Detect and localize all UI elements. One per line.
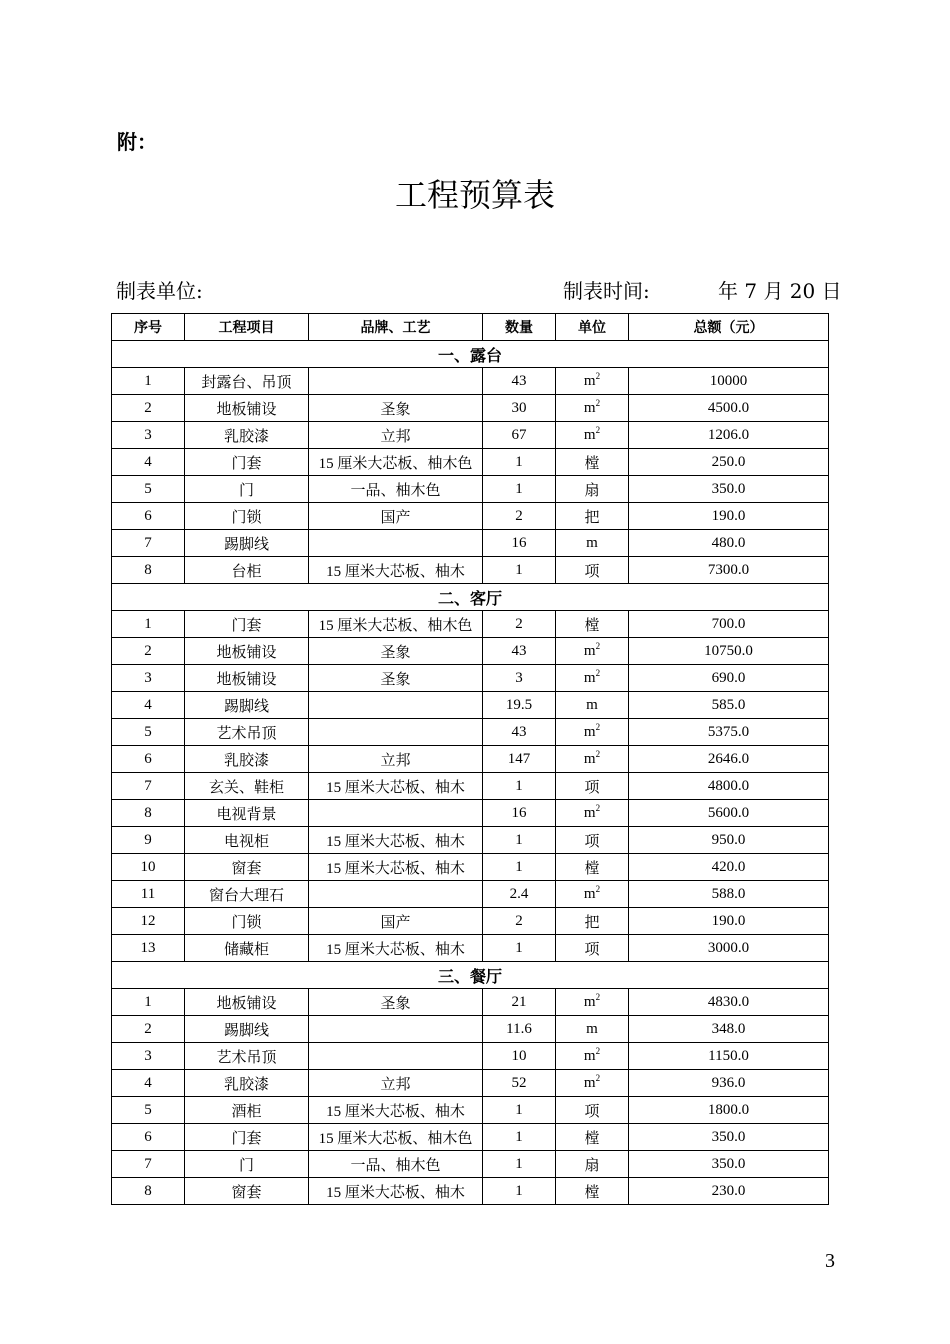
cell-number: 6 [112,746,185,773]
unit-text: m [583,1074,596,1091]
cell-item: 封露台、吊顶 [185,368,309,395]
cell-quantity: 16 [483,800,556,827]
cell-number: 3 [112,665,185,692]
table-row [112,395,829,422]
cell-amount: 480.0 [629,530,829,557]
cell-number: 1 [112,611,185,638]
cell-amount: 350.0 [629,1124,829,1151]
table-row [112,1043,829,1070]
unit-exponent: 2 [595,640,601,651]
table-row [112,1097,829,1124]
cell-quantity: 43 [483,719,556,746]
cell-amount: 3000.0 [629,935,829,962]
cell-unit [556,611,629,638]
cell-number: 8 [112,800,185,827]
unit-text: m [583,1047,596,1064]
section-title: 三、餐厅 [112,962,829,989]
cell-number: 12 [112,908,185,935]
unit-text: 樘 [584,1184,600,1201]
cell-brand: 圣象 [309,395,483,422]
cell-number: 8 [112,1178,185,1205]
table-row [112,1124,829,1151]
column-header-amount: 总额（元） [629,314,829,341]
cell-unit [556,692,629,719]
cell-unit [556,1097,629,1124]
cell-quantity: 52 [483,1070,556,1097]
unit-exponent: 2 [595,1045,601,1056]
column-header-unit: 单位 [556,314,629,341]
cell-brand: 一品、柚木色 [309,1151,483,1178]
unit-text: m [586,1020,598,1037]
cell-unit [556,935,629,962]
table-body [112,341,829,1205]
table-row [112,1178,829,1205]
cell-number: 1 [112,989,185,1016]
cell-number: 3 [112,1043,185,1070]
cell-quantity: 2.4 [483,881,556,908]
unit-exponent: 2 [595,370,601,381]
cell-unit [556,368,629,395]
cell-item: 踢脚线 [185,530,309,557]
cell-brand: 15 厘米大芯板、柚木 [309,773,483,800]
table-row [112,503,829,530]
section-row [112,341,829,368]
cell-brand: 15 厘米大芯板、柚木 [309,557,483,584]
cell-amount: 420.0 [629,854,829,881]
cell-unit [556,1070,629,1097]
table-row [112,989,829,1016]
unit-text: m [583,885,596,902]
cell-brand [309,530,483,557]
cell-amount: 10750.0 [629,638,829,665]
cell-quantity: 1 [483,854,556,881]
cell-item: 乳胶漆 [185,422,309,449]
cell-amount: 4500.0 [629,395,829,422]
unit-text: 项 [584,779,600,796]
cell-number: 2 [112,638,185,665]
table-row [112,800,829,827]
table-row [112,854,829,881]
cell-number: 5 [112,476,185,503]
cell-quantity: 1 [483,773,556,800]
cell-amount: 5600.0 [629,800,829,827]
cell-number: 6 [112,1124,185,1151]
cell-quantity: 10 [483,1043,556,1070]
cell-unit [556,800,629,827]
cell-quantity: 67 [483,422,556,449]
cell-number: 4 [112,449,185,476]
cell-item: 乳胶漆 [185,1070,309,1097]
unit-text: m [586,534,598,551]
cell-amount: 4800.0 [629,773,829,800]
cell-amount: 690.0 [629,665,829,692]
cell-unit [556,422,629,449]
cell-brand [309,1043,483,1070]
cell-unit [556,449,629,476]
cell-item: 门 [185,476,309,503]
cell-number: 13 [112,935,185,962]
cell-brand: 15 厘米大芯板、柚木 [309,1097,483,1124]
unit-text: m [583,993,596,1010]
unit-text: 项 [584,563,600,580]
cell-unit [556,557,629,584]
cell-unit [556,773,629,800]
cell-amount: 2646.0 [629,746,829,773]
unit-text: m [583,372,596,389]
cell-unit [556,881,629,908]
cell-item: 门 [185,1151,309,1178]
cell-unit [556,1178,629,1205]
cell-quantity: 1 [483,1178,556,1205]
cell-item: 门锁 [185,503,309,530]
cell-amount: 1150.0 [629,1043,829,1070]
cell-brand: 圣象 [309,638,483,665]
cell-quantity: 1 [483,1151,556,1178]
table-row [112,773,829,800]
unit-text: 把 [584,509,600,526]
unit-text: 樘 [584,1130,600,1147]
cell-item: 地板铺设 [185,638,309,665]
column-header-quantity: 数量 [483,314,556,341]
cell-item: 门套 [185,611,309,638]
unit-exponent: 2 [595,748,601,759]
unit-text: 扇 [584,1157,600,1174]
cell-unit [556,827,629,854]
cell-number: 11 [112,881,185,908]
unit-text: m [586,696,598,713]
cell-amount: 10000 [629,368,829,395]
table-row [112,422,829,449]
cell-quantity: 147 [483,746,556,773]
cell-brand: 15 厘米大芯板、柚木色 [309,449,483,476]
cell-item: 门锁 [185,908,309,935]
unit-text: 项 [584,833,600,850]
cell-brand: 国产 [309,503,483,530]
section-title: 一、露台 [112,341,829,368]
table-row [112,1016,829,1043]
cell-unit [556,1043,629,1070]
cell-brand [309,692,483,719]
cell-number: 7 [112,773,185,800]
table-row [112,827,829,854]
cell-unit [556,503,629,530]
cell-unit [556,665,629,692]
section-title: 二、客厅 [112,584,829,611]
cell-item: 地板铺设 [185,665,309,692]
cell-item: 酒柜 [185,1097,309,1124]
cell-amount: 950.0 [629,827,829,854]
cell-quantity: 1 [483,935,556,962]
cell-item: 电视背景 [185,800,309,827]
table-row [112,611,829,638]
cell-quantity: 43 [483,368,556,395]
cell-brand: 15 厘米大芯板、柚木 [309,1178,483,1205]
unit-exponent: 2 [595,802,601,813]
cell-amount: 7300.0 [629,557,829,584]
unit-exponent: 2 [595,883,601,894]
cell-amount: 700.0 [629,611,829,638]
cell-quantity: 11.6 [483,1016,556,1043]
cell-amount: 350.0 [629,476,829,503]
cell-unit [556,638,629,665]
table-row [112,692,829,719]
unit-text: m [583,642,596,659]
cell-quantity: 1 [483,476,556,503]
table-row [112,935,829,962]
cell-quantity: 43 [483,638,556,665]
cell-number: 3 [112,422,185,449]
budget-table [111,313,829,1205]
table-row [112,746,829,773]
cell-unit [556,908,629,935]
unit-exponent: 2 [595,721,601,732]
cell-number: 1 [112,368,185,395]
cell-amount: 350.0 [629,1151,829,1178]
cell-brand: 15 厘米大芯板、柚木色 [309,1124,483,1151]
cell-item: 电视柜 [185,827,309,854]
cell-item: 窗套 [185,1178,309,1205]
unit-text: 樘 [584,617,600,634]
table-row [112,665,829,692]
cell-brand: 圣象 [309,665,483,692]
cell-amount: 4830.0 [629,989,829,1016]
cell-item: 门套 [185,449,309,476]
cell-brand: 国产 [309,908,483,935]
cell-brand: 圣象 [309,989,483,1016]
table-row [112,908,829,935]
cell-amount: 5375.0 [629,719,829,746]
unit-text: m [583,804,596,821]
table-row [112,1151,829,1178]
cell-number: 2 [112,1016,185,1043]
section-row [112,584,829,611]
cell-amount: 1206.0 [629,422,829,449]
cell-item: 艺术吊顶 [185,719,309,746]
attachment-label: 附： [117,130,157,154]
cell-number: 5 [112,1097,185,1124]
cell-amount: 190.0 [629,908,829,935]
cell-item: 踢脚线 [185,1016,309,1043]
cell-brand: 立邦 [309,746,483,773]
cell-quantity: 21 [483,989,556,1016]
table-row [112,557,829,584]
cell-unit [556,1124,629,1151]
cell-amount: 588.0 [629,881,829,908]
unit-text: 项 [584,1103,600,1120]
cell-unit [556,476,629,503]
unit-text: m [583,750,596,767]
unit-exponent: 2 [595,667,601,678]
column-header-item: 工程项目 [185,314,309,341]
cell-number: 7 [112,530,185,557]
cell-brand [309,719,483,746]
cell-amount: 230.0 [629,1178,829,1205]
prepared-by-unit-label: 制表单位: [116,279,203,303]
cell-number: 4 [112,1070,185,1097]
cell-number: 4 [112,692,185,719]
cell-brand [309,1016,483,1043]
table-row [112,1070,829,1097]
cell-unit [556,395,629,422]
cell-unit [556,854,629,881]
cell-brand [309,881,483,908]
prepared-date: 年 7 月 20 日 [718,279,842,303]
cell-quantity: 2 [483,611,556,638]
cell-unit [556,1016,629,1043]
unit-exponent: 2 [595,424,601,435]
cell-item: 台柜 [185,557,309,584]
cell-brand: 15 厘米大芯板、柚木 [309,827,483,854]
cell-item: 地板铺设 [185,395,309,422]
unit-text: m [583,426,596,443]
cell-item: 玄关、鞋柜 [185,773,309,800]
cell-brand: 15 厘米大芯板、柚木 [309,854,483,881]
cell-item: 地板铺设 [185,989,309,1016]
cell-number: 6 [112,503,185,530]
cell-brand: 15 厘米大芯板、柚木色 [309,611,483,638]
cell-item: 窗台大理石 [185,881,309,908]
cell-amount: 936.0 [629,1070,829,1097]
unit-text: 樘 [584,455,600,472]
table-row [112,449,829,476]
table-header-row [112,314,829,341]
cell-unit [556,719,629,746]
cell-brand: 立邦 [309,1070,483,1097]
table-row [112,530,829,557]
cell-quantity: 1 [483,1097,556,1124]
page-number: 3 [825,1250,835,1272]
column-header-number: 序号 [112,314,185,341]
cell-quantity: 1 [483,1124,556,1151]
table-row [112,719,829,746]
cell-item: 踢脚线 [185,692,309,719]
unit-exponent: 2 [595,1072,601,1083]
cell-amount: 348.0 [629,1016,829,1043]
cell-number: 2 [112,395,185,422]
cell-quantity: 19.5 [483,692,556,719]
cell-item: 门套 [185,1124,309,1151]
unit-exponent: 2 [595,397,601,408]
cell-brand [309,368,483,395]
page-title: 工程预算表 [394,176,555,214]
table-row [112,638,829,665]
cell-quantity: 3 [483,665,556,692]
cell-number: 7 [112,1151,185,1178]
cell-unit [556,989,629,1016]
cell-number: 9 [112,827,185,854]
column-header-brand: 品牌、工艺 [309,314,483,341]
cell-brand: 立邦 [309,422,483,449]
cell-quantity: 16 [483,530,556,557]
table-row [112,476,829,503]
cell-quantity: 1 [483,827,556,854]
cell-amount: 250.0 [629,449,829,476]
cell-item: 艺术吊顶 [185,1043,309,1070]
prepared-time-label: 制表时间: [563,279,650,303]
unit-text: 把 [584,914,600,931]
cell-number: 8 [112,557,185,584]
unit-exponent: 2 [595,991,601,1002]
unit-text: 樘 [584,860,600,877]
cell-number: 10 [112,854,185,881]
cell-quantity: 2 [483,908,556,935]
cell-quantity: 1 [483,449,556,476]
cell-amount: 190.0 [629,503,829,530]
unit-text: m [583,669,596,686]
cell-unit [556,530,629,557]
unit-text: 项 [584,941,600,958]
cell-item: 窗套 [185,854,309,881]
cell-quantity: 1 [483,557,556,584]
unit-text: 扇 [584,482,600,499]
cell-item: 乳胶漆 [185,746,309,773]
table-row [112,881,829,908]
table-row [112,368,829,395]
cell-quantity: 2 [483,503,556,530]
unit-text: m [583,399,596,416]
cell-brand: 15 厘米大芯板、柚木 [309,935,483,962]
cell-item: 储藏柜 [185,935,309,962]
cell-brand: 一品、柚木色 [309,476,483,503]
cell-brand [309,800,483,827]
cell-amount: 585.0 [629,692,829,719]
section-row [112,962,829,989]
cell-unit [556,746,629,773]
cell-quantity: 30 [483,395,556,422]
cell-number: 5 [112,719,185,746]
cell-unit [556,1151,629,1178]
cell-amount: 1800.0 [629,1097,829,1124]
unit-text: m [583,723,596,740]
